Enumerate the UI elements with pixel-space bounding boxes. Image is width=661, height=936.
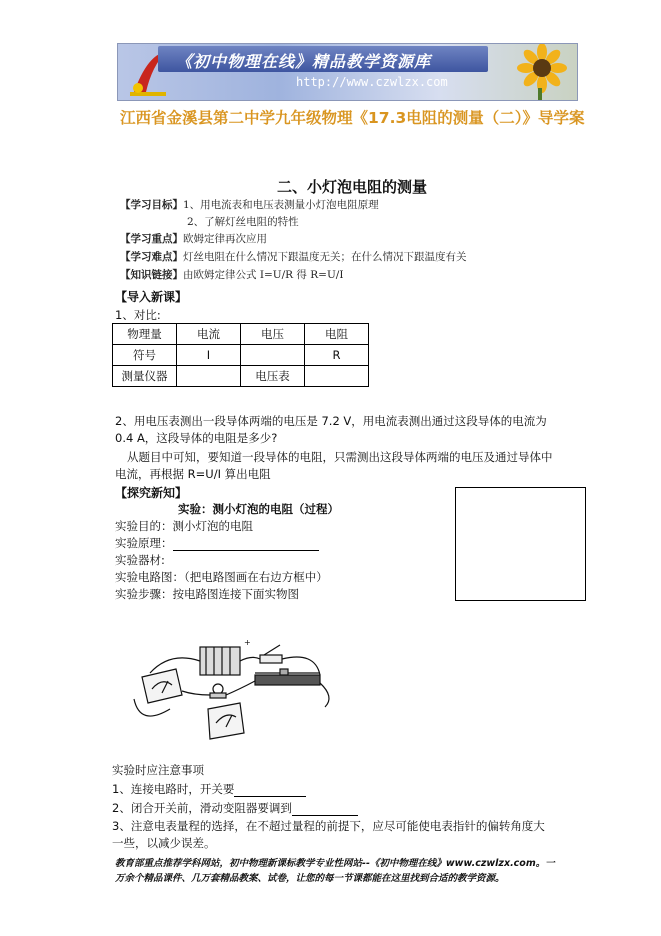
experiment-circuit: 实验电路图：（把电路图画在右边方框中） bbox=[115, 570, 328, 584]
note-2 bbox=[112, 800, 358, 816]
table-cell bbox=[177, 366, 241, 387]
explore-label: 【探究新知】 bbox=[115, 486, 188, 500]
experiment-steps: 实验步骤：按电路图连接下面实物图 bbox=[115, 587, 299, 601]
note-3-line-2: 一些，以减少误差。 bbox=[112, 836, 216, 850]
table-cell: 电压表 bbox=[241, 366, 305, 387]
difficulty-text: 灯丝电阻在什么情况下跟温度无关；在什么情况下跟温度有关 bbox=[183, 251, 467, 263]
question-2-line-2: 0.4 A，这段导体的电阻是多少? bbox=[115, 431, 278, 445]
question-2-line-1: 2、用电压表测出一段导体两端的电压是 7.2 V，用电流表测出通过这段导体的电流为 bbox=[115, 414, 547, 428]
principle-blank bbox=[173, 538, 319, 551]
switch-icon bbox=[260, 645, 282, 663]
scan-heading: 二、小灯泡电阻的测量 bbox=[277, 178, 428, 196]
table-cell: 电阻 bbox=[305, 324, 369, 345]
goal-2: 2、了解灯丝电阻的特性 bbox=[187, 216, 299, 228]
intro-label: 【导入新课】 bbox=[115, 290, 188, 304]
experiment-equipment: 实验器材: bbox=[115, 553, 165, 567]
note-3-line-1: 3、注意电表量程的选择，在不超过量程的前提下，应尽可能使电表指针的偏转角度大 bbox=[112, 819, 545, 833]
question-2-line-3: 从题目中可知，要知道一段导体的电阻，只需测出这段导体两端的电压及通过导体中 bbox=[127, 450, 553, 464]
footer-line-1: 教育部重点推荐学科网站，初中物理新课标教学专业性网站--《初中物理在线》www.czwlzx.com。一 bbox=[115, 858, 555, 869]
key-row bbox=[120, 231, 267, 246]
note-1-text: 1、连接电路时，开关要 bbox=[112, 782, 235, 796]
goal-row-1 bbox=[120, 197, 379, 212]
circuit-diagram-box bbox=[455, 487, 586, 601]
bulb-icon bbox=[210, 684, 226, 698]
table-cell bbox=[305, 366, 369, 387]
table-cell: 电压 bbox=[241, 324, 305, 345]
table-row bbox=[113, 345, 369, 366]
rheostat-icon bbox=[255, 669, 320, 685]
link-row bbox=[120, 267, 344, 282]
banner-title: 《初中物理在线》精品教学资源库 bbox=[176, 52, 432, 71]
goal-1: 1、用电流表和电压表测量小灯泡电阻原理 bbox=[183, 199, 379, 211]
note-1 bbox=[112, 781, 306, 797]
notes-title: 实验时应注意事项 bbox=[112, 763, 204, 777]
link-label: 【知识链接】 bbox=[120, 269, 183, 281]
document-title: 江西省金溪县第二中学九年级物理《17.3电阻的测量（二）》导学案 bbox=[120, 109, 585, 127]
apparatus-illustration bbox=[130, 637, 345, 747]
goal-label: 【学习目标】 bbox=[120, 199, 183, 211]
note-2-text: 2、闭合开关前，滑动变阻器要调到 bbox=[112, 801, 292, 815]
battery-icon bbox=[200, 647, 240, 675]
intro-item-1: 1、对比: bbox=[115, 308, 161, 322]
voltmeter-icon bbox=[208, 703, 244, 739]
key-label: 【学习重点】 bbox=[120, 233, 183, 245]
sunflower-icon bbox=[498, 44, 578, 100]
table-cell: 物理量 bbox=[113, 324, 177, 345]
table-cell bbox=[241, 345, 305, 366]
principle-label: 实验原理： bbox=[115, 536, 173, 550]
svg-text:+: + bbox=[244, 638, 251, 647]
comparison-table bbox=[112, 323, 369, 387]
note-2-blank bbox=[292, 803, 358, 816]
question-2-line-4: 电流，再根据 R=U/I 算出电阻 bbox=[115, 467, 271, 481]
banner-url: http://www.czwlzx.com bbox=[296, 75, 448, 89]
footer-line-2: 万余个精品课件、几万套精品教案、试卷，让您的每一节课都能在这里找到合适的教学资源。 bbox=[115, 873, 505, 884]
difficulty-label: 【学习难点】 bbox=[120, 251, 183, 263]
link-text: 由欧姆定律公式 I=U/R 得 R=U/I bbox=[183, 269, 344, 281]
experiment-principle bbox=[115, 535, 319, 551]
table-row bbox=[113, 366, 369, 387]
table-cell: 测量仪器 bbox=[113, 366, 177, 387]
table-cell: I bbox=[177, 345, 241, 366]
note-1-blank bbox=[234, 784, 306, 797]
key-text: 欧姆定律再次应用 bbox=[183, 233, 267, 245]
table-cell: 电流 bbox=[177, 324, 241, 345]
table-row bbox=[113, 324, 369, 345]
table-cell: 符号 bbox=[113, 345, 177, 366]
difficulty-row bbox=[120, 249, 467, 264]
header-banner bbox=[117, 43, 578, 101]
experiment-purpose: 实验目的：测小灯泡的电阻 bbox=[115, 519, 253, 533]
ammeter-icon bbox=[142, 669, 182, 703]
table-cell: R bbox=[305, 345, 369, 366]
experiment-title: 实验：测小灯泡的电阻（过程） bbox=[178, 502, 339, 516]
